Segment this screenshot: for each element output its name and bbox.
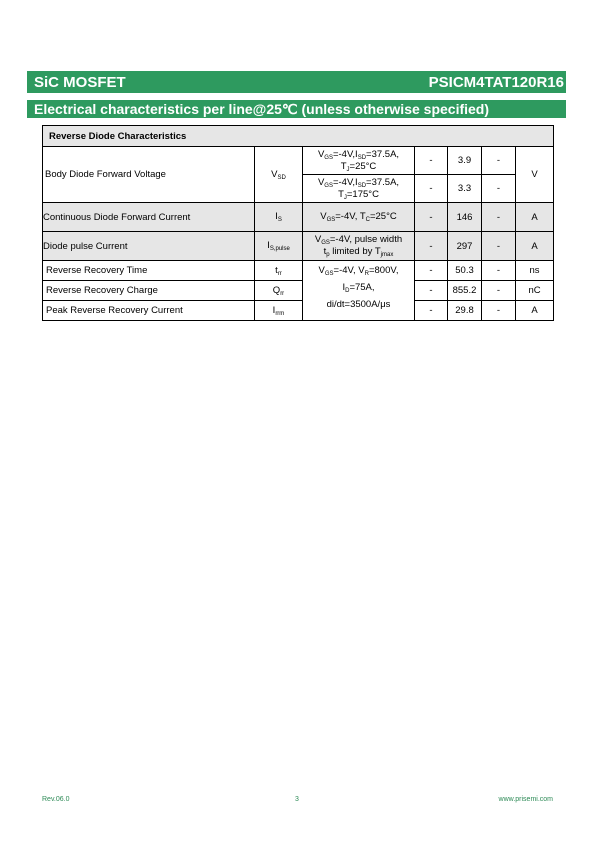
condition-is: $V_{GS}=-4V$, $T_C=25^\circ C$: [303, 203, 415, 232]
section-title: Electrical characteristics per line@25℃ (unless otherwise specified): [34, 101, 490, 117]
min-vsd-25c: -: [415, 147, 448, 175]
symbol-trr: $t_{rr}$: [255, 261, 303, 281]
symbol-is-pulse: $I_{S,pulse}$: [255, 232, 303, 261]
param-trr: Reverse Recovery Time: [43, 261, 255, 281]
section-bar: [27, 100, 566, 118]
max-trr: -: [482, 261, 516, 281]
table-row: [43, 232, 554, 261]
footer-page-number: 3: [295, 796, 299, 803]
unit-trr: ns: [516, 261, 554, 281]
min-qrr: -: [415, 281, 448, 301]
typ-vsd-25c: 3.9: [448, 147, 482, 175]
footer-revision: Rev.06.0: [42, 796, 70, 803]
min-trr: -: [415, 261, 448, 281]
header-bar: [27, 71, 566, 93]
footer-website: www.prisemi.com: [498, 796, 553, 803]
condition-recovery: $V_{GS}=-4V$, $V_R=800V$, $I_D=75A$, di/dt=3500A/μs: [303, 261, 415, 321]
table-row: [43, 301, 554, 321]
table-row: [43, 281, 554, 301]
symbol-qrr: $Q_{rr}$: [255, 281, 303, 301]
param-irrm: Peak Reverse Recovery Current: [43, 301, 255, 321]
unit-is: A: [516, 203, 554, 232]
min-vsd-175c: -: [415, 175, 448, 203]
condition-is-pulse: $V_{GS}=-4V$, pulse width $t_p$ limited by $T_{jmax}$: [303, 232, 415, 261]
table-header-row: [43, 126, 554, 147]
typ-irrm: 29.8: [448, 301, 482, 321]
max-is-pulse: -: [482, 232, 516, 261]
param-is-pulse: Diode pulse Current: [43, 232, 255, 261]
unit-vsd: V: [516, 147, 554, 203]
max-vsd-25c: -: [482, 147, 516, 175]
table-row: [43, 261, 554, 281]
param-is: Continuous Diode Forward Current: [43, 203, 255, 232]
product-type: SiC MOSFET: [34, 74, 126, 91]
param-vsd: Body Diode Forward Voltage: [43, 147, 255, 203]
symbol-irrm: $I_{rrm}$: [255, 301, 303, 321]
max-qrr: -: [482, 281, 516, 301]
table-row: [43, 203, 554, 232]
max-vsd-175c: -: [482, 175, 516, 203]
unit-is-pulse: A: [516, 232, 554, 261]
typ-trr: 50.3: [448, 261, 482, 281]
min-irrm: -: [415, 301, 448, 321]
table-row: [43, 147, 554, 175]
unit-irrm: A: [516, 301, 554, 321]
typ-is-pulse: 297: [448, 232, 482, 261]
typ-is: 146: [448, 203, 482, 232]
unit-qrr: nC: [516, 281, 554, 301]
table-title: Reverse Diode Characteristics: [43, 126, 554, 147]
part-number: PSICM4TAT120R16: [428, 74, 564, 91]
param-qrr: Reverse Recovery Charge: [43, 281, 255, 301]
typ-vsd-175c: 3.3: [448, 175, 482, 203]
symbol-is: $I_S$: [255, 203, 303, 232]
reverse-diode-table: [42, 125, 554, 321]
max-is: -: [482, 203, 516, 232]
min-is: -: [415, 203, 448, 232]
condition-vsd-175c: $V_{GS}=-4V,I_{SD}=37.5A$, $T_J=175^\circ C$: [303, 175, 415, 203]
max-irrm: -: [482, 301, 516, 321]
condition-vsd-25c: $V_{GS}=-4V,I_{SD}=37.5A$, $T_J=25^\circ C$: [303, 147, 415, 175]
symbol-vsd: $V_{SD}$: [255, 147, 303, 203]
min-is-pulse: -: [415, 232, 448, 261]
typ-qrr: 855.2: [448, 281, 482, 301]
